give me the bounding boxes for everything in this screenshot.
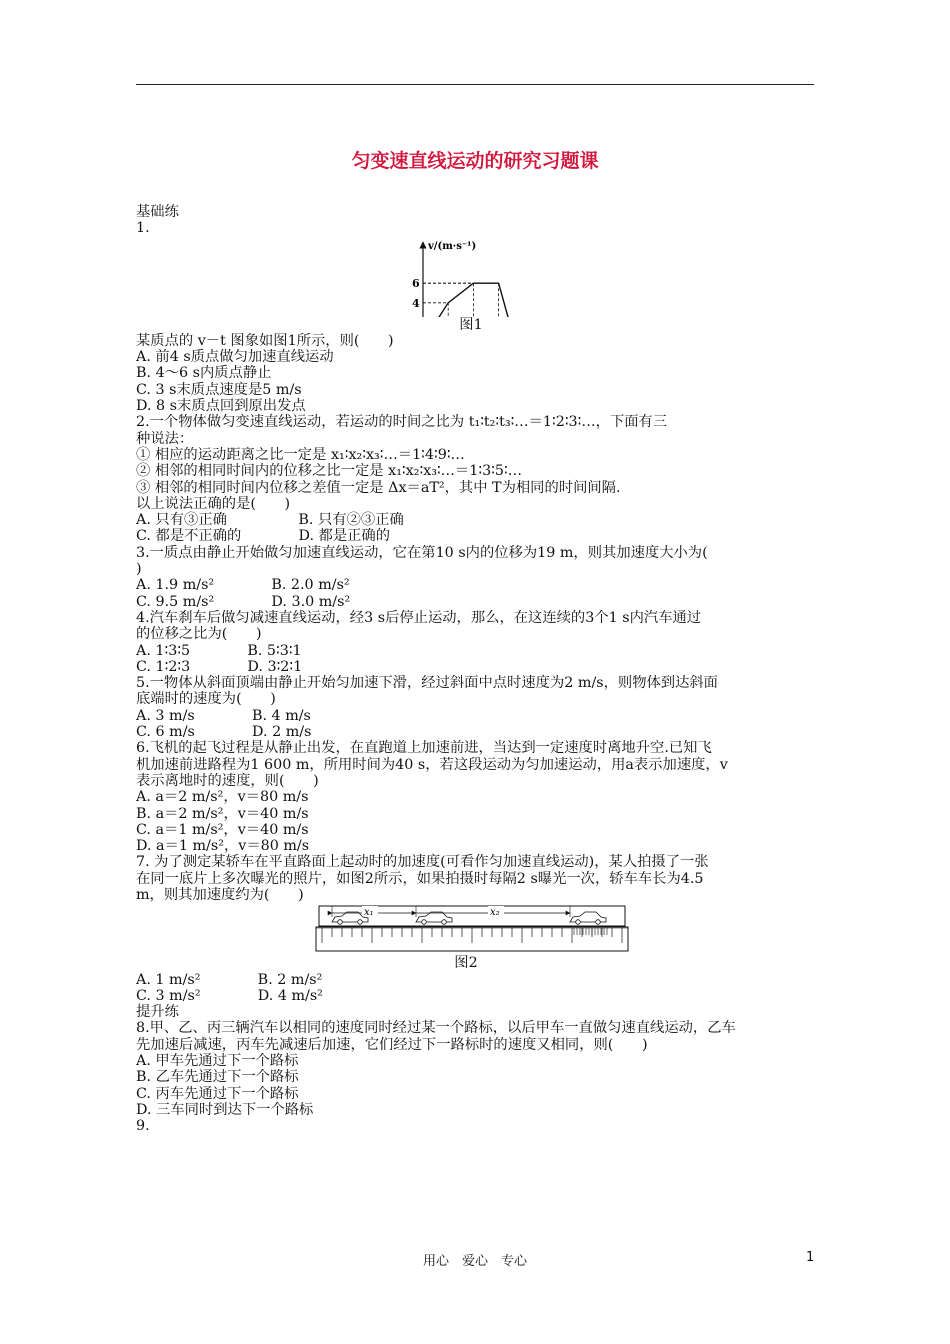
q1-option-a: A. 前4 s质点做匀加速直线运动 <box>136 349 334 366</box>
q7-line: m，则其加速度约为( ) <box>136 886 304 903</box>
figure-2 <box>136 903 816 955</box>
q2-line: ① 相应的运动距离之比一定是 x₁∶x₂∶x₃∶…＝1∶4∶9∶… <box>136 446 465 463</box>
page-number: 1 <box>806 1250 815 1265</box>
guide-lines <box>423 283 499 317</box>
q4-line: 的位移之比为( ) <box>136 626 262 643</box>
q1-number: 1. <box>136 220 150 237</box>
q6-line: 6.飞机的起飞过程是从静止出发，在直跑道上加速前进，当达到一定速度时离地升空.已知飞 <box>136 740 712 757</box>
q6-option-c: C. a＝1 m/s²，v＝40 m/s <box>136 821 309 838</box>
q7-options: A. 1 m/s² B. 2 m/s² <box>136 971 323 988</box>
x1-label: x₁ <box>364 907 374 919</box>
x2-label: x₂ <box>490 907 500 919</box>
q7-line: 在同一底片上多次曝光的照片，如图2所示，如果拍摄时每隔2 s曝光一次，轿车车长为4.5 <box>136 870 704 887</box>
q8-option-c: C. 丙车先通过下一个路标 <box>136 1085 299 1102</box>
document-body <box>136 204 816 1135</box>
q5-options: A. 3 m/s B. 4 m/s <box>136 707 311 724</box>
page-title: 匀变速直线运动的研究习题课 <box>351 150 599 172</box>
q2-line: 以上说法正确的是( ) <box>136 495 291 512</box>
section-heading-basic: 基础练 <box>136 204 179 220</box>
figure-1 <box>136 237 816 317</box>
y-axis-label: v/(m·s⁻¹) <box>428 240 477 252</box>
q5-line: 底端时的速度为( ) <box>136 691 276 708</box>
q4-options: A. 1∶3∶5 B. 5∶3∶1 <box>136 642 302 659</box>
q4-line: 4.汽车刹车后做匀减速直线运动，经3 s后停止运动，那么，在这连续的3个1 s内汽车通过 <box>136 609 702 626</box>
q7-line: 7. 为了测定某轿车在平直路面上起动时的加速度(可看作匀加速直线运动)，某人拍摄了一张 <box>136 854 709 871</box>
q8-option-a: A. 甲车先通过下一个路标 <box>136 1053 299 1070</box>
q9-number: 9. <box>136 1118 150 1135</box>
q6-option-b: B. a＝2 m/s²，v＝40 m/s <box>136 805 309 822</box>
y-tick-label: 6 <box>412 276 420 290</box>
q2-line: 2.一个物体做匀变速直线运动，若运动的时间之比为 t₁∶t₂∶t₃∶…＝1∶2∶3∶…，下面有三 <box>136 414 668 431</box>
car-ruler-figure <box>136 903 816 955</box>
figure-2-caption: 图2 <box>454 955 478 972</box>
vt-chart <box>136 237 816 317</box>
q3-options: C. 9.5 m/s² D. 3.0 m/s² <box>136 593 351 610</box>
q6-line: 机加速前进路程为1 600 m，所用时间为40 s，若这段运动为匀加速运动，用a表示加速度，v <box>136 756 728 773</box>
q1-option-b: B. 4～6 s内质点静止 <box>136 365 272 382</box>
q6-line: 表示离地时的速度，则( ) <box>136 772 319 789</box>
q3-line: ) <box>136 561 142 578</box>
q8-option-d: D. 三车同时到达下一个路标 <box>136 1101 314 1118</box>
q3-line: 3.一质点由静止开始做匀加速直线运动，它在第10 s内的位移为19 m，则其加速度大小为( <box>136 544 708 561</box>
ruler-ticks <box>322 928 622 943</box>
section-heading-advanced: 提升练 <box>136 1004 179 1021</box>
q1-option-d: D. 8 s末质点回到原出发点 <box>136 398 306 415</box>
q1-option-c: C. 3 s末质点速度是5 m/s <box>136 381 302 398</box>
y-tick-label <box>412 316 420 317</box>
header-rule <box>136 84 814 85</box>
q2-options: A. 只有③正确 B. 只有②③正确 <box>136 512 404 529</box>
q6-option-a: A. a＝2 m/s²，v＝80 m/s <box>136 789 309 806</box>
q8-option-b: B. 乙车先通过下一个路标 <box>136 1069 299 1086</box>
q5-options: C. 6 m/s D. 2 m/s <box>136 724 312 741</box>
q2-line: 种说法： <box>136 430 194 447</box>
q4-options: C. 1∶2∶3 D. 3∶2∶1 <box>136 658 303 675</box>
q1-stem: 某质点的 v－t 图象如图1所示，则( ) <box>136 332 394 349</box>
q5-line: 5.一物体从斜面顶端由静止开始匀加速下滑，经过斜面中点时速度为2 m/s，则物体到达斜面 <box>136 675 718 692</box>
figure-1-caption: 图1 <box>459 316 483 333</box>
q2-options: C. 都是不正确的 D. 都是正确的 <box>136 528 391 545</box>
q2-line: ② 相邻的相同时间内的位移之比一定是 x₁∶x₂∶x₃∶…＝1∶3∶5∶… <box>136 463 523 480</box>
q8-line: 先加速后减速，丙车先减速后加速，它们经过下一路标时的速度又相同，则( ) <box>136 1036 648 1053</box>
page-footer: 用心 爱心 专心 <box>422 1254 527 1269</box>
car-icon <box>416 912 452 924</box>
y-tick-label: 4 <box>412 296 420 310</box>
q6-option-d: D. a＝1 m/s²，v＝80 m/s <box>136 838 310 855</box>
car-icon <box>570 912 606 924</box>
q2-line: ③ 相邻的相同时间内位移之差值一定是 Δx＝aT²，其中 T为相同的时间间隔. <box>136 479 621 496</box>
q8-line: 8.甲、乙、丙三辆汽车以相同的速度同时经过某一个路标，以后甲车一直做匀速直线运动，乙车 <box>136 1020 736 1037</box>
series-line <box>423 283 515 317</box>
q3-options: A. 1.9 m/s² B. 2.0 m/s² <box>136 577 350 594</box>
q7-options: C. 3 m/s² D. 4 m/s² <box>136 987 323 1004</box>
